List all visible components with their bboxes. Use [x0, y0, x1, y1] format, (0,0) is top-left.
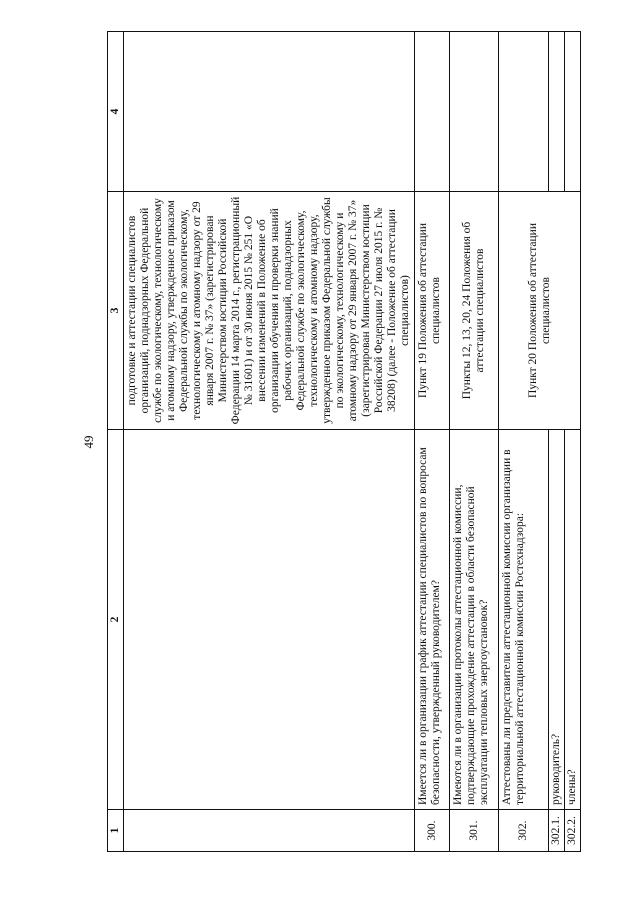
table-row [565, 32, 581, 852]
continued-row [124, 32, 415, 852]
checklist-table [107, 31, 581, 852]
page-number: 49 [81, 435, 96, 449]
column-number-4: 4 [108, 32, 124, 192]
reference-cell: Пункт 20 Положения об аттестации специалистов [499, 192, 581, 430]
row-number-cell: 301. [450, 810, 499, 852]
column-number-3: 3 [108, 192, 124, 430]
question-cell: Имеется ли в организации график аттестации специалистов по вопросам безопасности, утвержденный руководителем? [415, 430, 450, 810]
row-number-cell: 302.1. [549, 810, 565, 852]
note-cell [565, 32, 581, 192]
note-cell [124, 32, 415, 192]
question-cell: руководитель? [549, 430, 565, 810]
column-number-1: 1 [108, 810, 124, 852]
reference-cell: Пункты 12, 13, 20, 24 Положения об аттестации специалистов [450, 192, 499, 430]
reference-cell: Пункт 19 Положения об аттестации специалистов [415, 192, 450, 430]
table-row [415, 32, 450, 852]
note-cell [499, 32, 549, 192]
row-number-cell: 302.2. [565, 810, 581, 852]
rotated-page [82, 32, 590, 852]
table-row [450, 32, 499, 852]
table-row [499, 32, 549, 852]
question-cell: члены? [565, 430, 581, 810]
note-cell [415, 32, 450, 192]
reference-cell: подготовке и аттестации специалистов организаций, поднадзорных Федеральной службе по экологическому, технологическому и атомному надзору, утвержденное приказом Федеральной службы по экологическому, технологическому и атомному надзору от 29 января 2007 г. № 37» (зарегистрирован Министерством юстиции Российской Федерации 14 марта 2014 г., регистрационный № 31601) и от 30 июня 2015 № 251 «О внесении изменений в Положение об организации обучения и проверки знаний рабочих организаций, поднадзорных Федеральной службе по экологическому, технологическому и атомному надзору, утвержденное приказом Федеральной службы по экологическому, технологическому и атомному надзору от 29 января 2007 г. № 37» (зарегистрирован Министерством юстиции Российской Федерации 27 июля 2015 г. № 38208) (далее - Положение об аттестации специалистов) [124, 192, 415, 430]
row-number-cell: 300. [415, 810, 450, 852]
column-number-row [108, 32, 124, 852]
row-number-cell [124, 810, 415, 852]
question-cell: Имеются ли в организации протоколы аттестационной комиссии, подтверждающие прохождение аттестации в области безопасной эксплуатации тепловых энергоустановок? [450, 430, 499, 810]
question-cell [124, 430, 415, 810]
question-cell: Аттестованы ли представители аттестационной комиссии организации в территориальной аттестационной комиссии Ростехнадзора: [499, 430, 549, 810]
table-row [549, 32, 565, 852]
column-number-2: 2 [108, 430, 124, 810]
note-cell [549, 32, 565, 192]
row-number-cell: 302. [499, 810, 549, 852]
note-cell [450, 32, 499, 192]
